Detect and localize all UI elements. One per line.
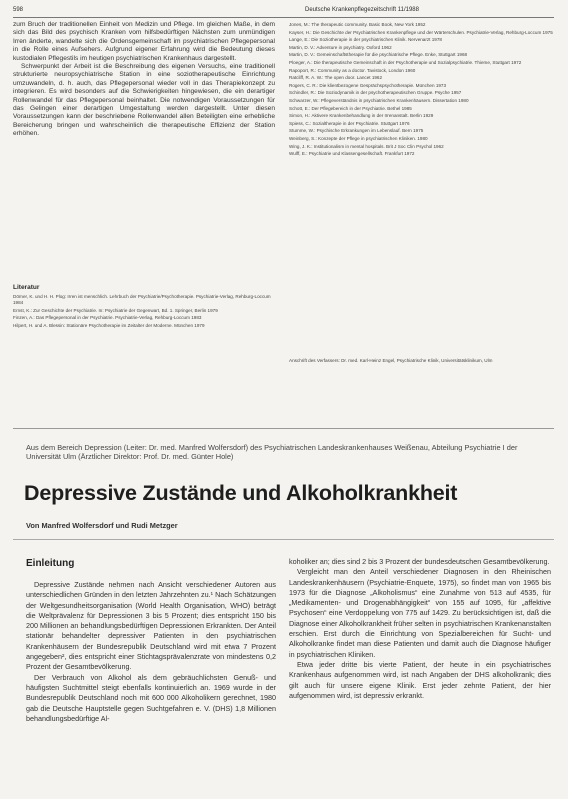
- reference-item: Weinberg, S.: Konzepte der Pflege in psychiatrischen Kliniken. 1980: [289, 135, 428, 141]
- literature-list-left: [13, 294, 275, 374]
- upper-left-column: [13, 21, 275, 279]
- header-rule: [13, 17, 554, 18]
- reference-item: Jones, M.: The therapeutic community. Basic Book, New York 1952: [289, 22, 426, 27]
- reference-item: Martin, D. V.: Adventure in psychiatry. Oxford 1962: [289, 44, 392, 50]
- reference-item: Schwarzer, W.: Pflegeverständnis in psychiatrischen Krankenhäusern. Dissertation 1980: [289, 97, 469, 103]
- reference-item: Wing, J. K.: Institutionalism in mental hospitals. Brit J Soc Clin Psychol 1962: [289, 143, 444, 149]
- reference-item: Rapoport, R.: Community as a doctor. Tavistock, London 1960: [289, 67, 416, 73]
- article-title: Depressive Zustände und Alkoholkrankheit: [24, 481, 458, 505]
- author-address: Anschrift des Verfassers: Dr. med. Karl-Heinz Engel, Psychiatrische Klinik, Universitätsklinikum, Ulm: [289, 358, 493, 363]
- reference-item: Stumme, W.: Psychische Erkrankungen im Lebenslauf. Bern 1975: [289, 128, 424, 134]
- reference-item: Rogers, C. R.: Die klientbezogene Gesprächspsychotherapie. München 1973: [289, 82, 447, 88]
- reference-item: Finzen, A.: Das Pflegepersonal in der Psychiatrie. Psychiatrie-Verlag, Rehburg-Loccum 1983: [13, 315, 202, 321]
- intro-paragraph: Vergleicht man den Anteil verschiedener Diagnosen in den Rheinischen Landeskrankenhäusern (Psychiatrie-Enquete, 1975), so findet man von 1965 bis 1973 für die Diagnose „Alkoholismus“ eine Zunahme von 513 auf 4535, für „Medikamenten- und Drogenabhängigkeit“ von 155 auf 1095, für „affektive Psychosen“ eine Verdoppelung von 775 auf 1429. Zu berücksichtigen ist, daß die Diagnose einer Alkoholkrankheit früher selten in psychiatrischen Krankenanstalten erschien. Erst durch die Einrichtung von Spezialbereichen für Sucht- und Alkoholkranke findet man diese Patienten und damit auch die Diagnose häufiger in psychiatrischen Kliniken.: [289, 567, 551, 659]
- summary-paragraph: Schwerpunkt der Arbeit ist die Beschreibung des eigenen Versuchs, eine traditionell strukturierte neuropsychiatrische Station in eine soziotherapeutische Einrichtung umzuwandeln, d. h. auch, das Pflegepersonal wieder voll in das Therapiekonzept zu integrieren. Es wird besonders auf die Schwierigkeiten hingewiesen, die ein derartiger Rollenwandel für das Pflegepersonal beinhaltet. Die notwendigen Voraussetzungen für das Gelingen einer derartigen Umgestaltung werden dargestellt. Unter diesen Voraussetzungen kann der beschriebene Rollenwandel allen Beteiligten eine erhebliche Bereicherung bringen und wahrscheinlich die therapeutische Effizienz der Station erhöhen.: [13, 63, 275, 138]
- intro-paragraph: Etwa jeder dritte bis vierte Patient, der heute in ein psychiatrisches Krankenhaus aufgenommen wird, ist nach Angaben der DHS alkoholkrank; dies gilt auch für unsere eigene Klinik. Erst jeder zehnte Patient, der hier aufgenommen wird, ist depressiv erkrankt.: [289, 659, 551, 700]
- reference-item: Ernst, K.: Zur Geschichte der Psychiatrie. In: Psychiatrie der Gegenwart, Bd. 1. Springer, Berlin 1979: [13, 307, 218, 313]
- section-rule: [13, 428, 554, 429]
- intro-paragraph: Der Verbrauch von Alkohol als dem gebräuchlichsten Genuß- und häufigsten Suchtmittel steigt ebenfalls kontinuierlich an. 1969 wurde in der Bundesrepublik Deutschland noch mit 600 000 Alkoholikern gerechnet, 1980 gab die Deutsche Hauptstelle gegen Suchtgefahren e. V. (DHS) 1,8 Millionen behandlungsbedürftige Al-: [26, 672, 276, 723]
- reference-item: Hilpert, H. und A. Blessin: Stationäre Psychotherapie im Zeitalter der Moderne. München 1979: [13, 322, 205, 328]
- intro-left-column: [26, 580, 276, 794]
- section-heading: Einleitung: [26, 558, 75, 569]
- reference-item: Lange, E.: Die Soziotherapie in der psychiatrischen Klinik. Nervenarzt 1978: [289, 37, 442, 43]
- page-number: 598: [13, 7, 24, 13]
- journal-header: Deutsche Krankenpflegezeitschrift 11/1988: [305, 7, 419, 13]
- reference-item: Spiess, C.: Sozialtherapie in der Psychiatrie. Stuttgart 1976: [289, 120, 410, 126]
- title-rule: [13, 539, 554, 540]
- authors: Von Manfred Wolfersdorf und Rudi Metzger: [26, 521, 178, 530]
- affiliation: Aus dem Bereich Depression (Leiter: Dr. med. Manfred Wolfersdorf) des Psychiatrischen Landeskrankenhauses Weißenau, Abteilung Psychiatrie I der Universität Ulm (Ärztlicher Direktor: Prof. Dr. med. Günter Hole): [26, 443, 518, 462]
- intro-paragraph: Depressive Zustände nehmen nach Ansicht verschiedener Autoren aus unterschiedlichen Gründen in den letzten Jahrzehnten zu.¹ Nach Schätzungen der Weltgesundheitsorganisation (World Health Organisation, WHO) beträgt die Weltprävalenz für Depressionen 3 bis 5 Prozent; dies entspricht 150 bis 200 Millionen an behandlungsbedürftigen Depressionen Erkrankten. Der Anteil stationär behandelter depressiver Patienten in den psychiatrischen Krankenhäusern der Bundesrepublik Deutschland wird mit etwa 7 Prozent angegeben², dies entspricht einer Stichtagsprävalenzrate von mindestens 0,2 Prozent der Gesamtbevölkerung.: [26, 580, 276, 672]
- reference-item: Martin, D. V.: Gemeinschaftstherapie für die psychiatrische Pflege. Enke, Stuttgart 1968: [289, 52, 468, 58]
- intro-right-column: [289, 557, 551, 794]
- reference-item: Dörner, K. und H. H. Plog: Irren ist menschlich. Lehrbuch der Psychiatrie/Psychotherapie. Psychiatrie-Verlag, Rehburg-Loccum 1984: [13, 294, 271, 306]
- reference-item: Schindler, R.: Die Soziodynamik in der psychotherapeutischen Gruppe. Psyche 1957: [289, 90, 462, 96]
- reference-item: Kayser, H.: Die Geschichte der Psychiatrischen Krankenpflege und der Wärterschulen. Psychiatrie-Verlag, Rehburg-Loccum 1975: [289, 29, 553, 35]
- reference-item: Simon, H.: Aktivere Krankenbehandlung in der Irrenanstalt. Berlin 1929: [289, 113, 434, 119]
- intro-paragraph: koholiker an; dies sind 2 bis 3 Prozent der bundesdeutschen Gesamtbevölkerung.: [289, 557, 550, 566]
- summary-paragraph: zum Bruch der traditionellen Einheit von Medizin und Pflege. Im gleichen Maße, in dem sich das Bild des psychisch Kranken vom hilfsbedürftigen Nächsten zum unmündigen Irren änderte, wandelte sich die Ordensgemeinschaft im psychiatrischen Pflegepersonal in die Rolle eines Aufsehers. Aufgrund eigener Erfahrung wird die Bedeutung dieses kustodialen Pflegestils im heutigen psychiatrischen Krankenhaus dargestellt.: [13, 21, 275, 62]
- reference-item: Ploeger, A.: Die therapeutische Gemeinschaft in der Psychotherapie und Sozialpsychiatrie. Thieme, Stuttgart 1972: [289, 59, 522, 65]
- reference-item: Schott, E.: Der Pflegebereich in der Psychiatrie. Bethel 1985: [289, 105, 412, 111]
- literature-heading: Literatur: [13, 284, 40, 291]
- reference-item: Ratcliff, R. A. W.: The open door. Lancet 1962: [289, 75, 383, 81]
- reference-item: Wulff, E.: Psychiatrie und Klassengesellschaft. Frankfurt 1972: [289, 151, 415, 157]
- literature-list-right: [289, 22, 554, 312]
